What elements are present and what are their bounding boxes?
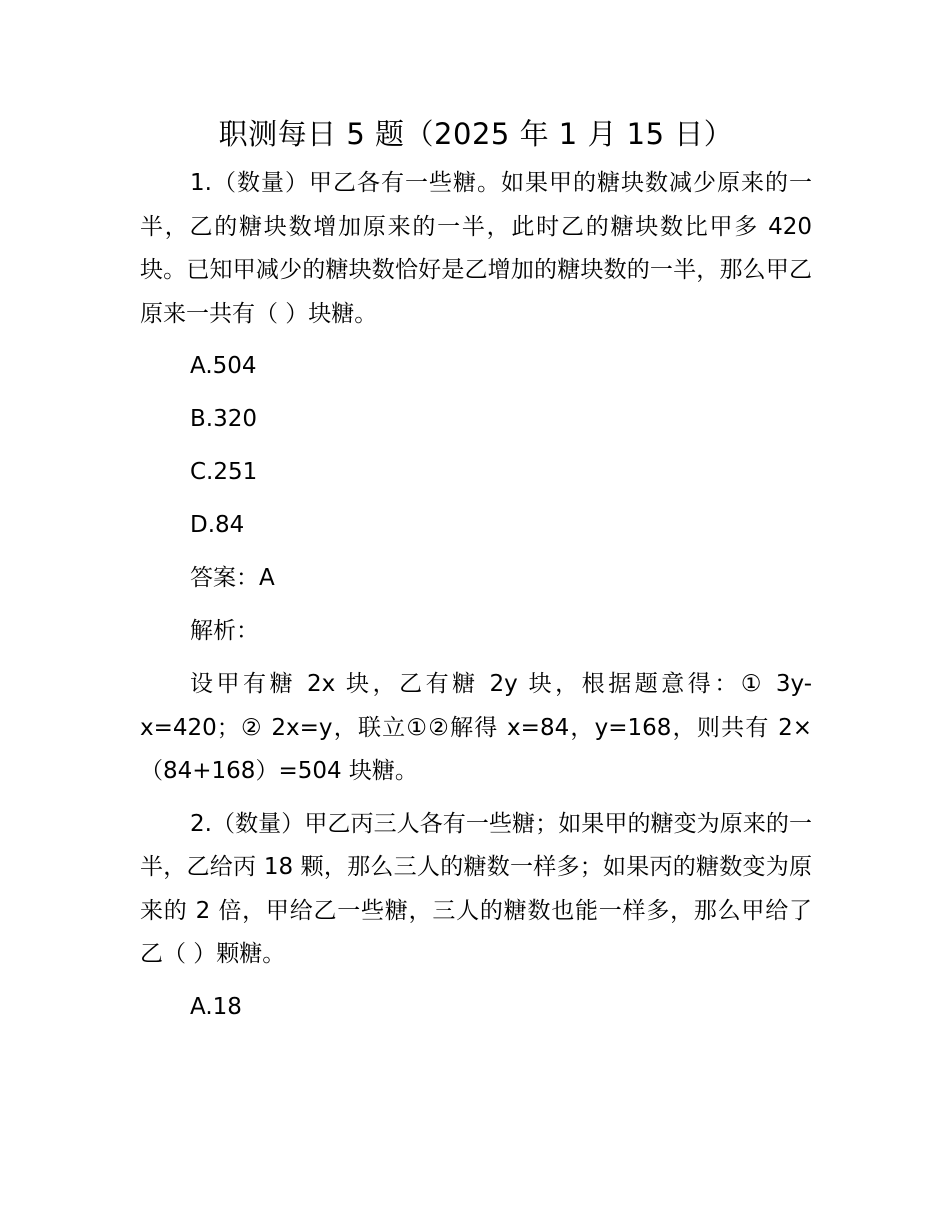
question-1-answer: 答案：A bbox=[190, 565, 275, 591]
question-1-option-a: A.504 bbox=[190, 353, 257, 379]
question-1-analysis: 设甲有糖 2x 块，乙有糖 2y 块，根据题意得：① 3y-x=420；② 2x=y，联立①②解得 x=84，y=168，则共有 2×（84+168）=504 块糖。 bbox=[140, 671, 812, 784]
question-1-option-c: C.251 bbox=[190, 459, 258, 485]
question-2-option-a: A.18 bbox=[190, 993, 242, 1020]
question-1-analysis-label: 解析： bbox=[190, 618, 259, 644]
document-title: 职测每日 5 题（2025 年 1 月 15 日） bbox=[218, 117, 734, 151]
question-1-option-d: D.84 bbox=[190, 512, 245, 538]
question-2-stem: 2.（数量）甲乙丙三人各有一些糖；如果甲的糖变为原来的一半，乙给丙 18 颗，那么三人的糖数一样多；如果丙的糖数变为原来的 2 倍，甲给乙一些糖，三人的糖数也能一样多，那么甲给了乙（ ）颗糖。 bbox=[140, 810, 812, 967]
document-page bbox=[140, 112, 812, 1039]
question-1-option-b: B.320 bbox=[190, 406, 257, 432]
question-1-stem: 1.（数量）甲乙各有一些糖。如果甲的糖块数减少原来的一半，乙的糖块数增加原来的一半，此时乙的糖块数比甲多 420 块。已知甲减少的糖块数恰好是乙增加的糖块数的一半，那么甲乙原来一共有（ ）块糖。 bbox=[140, 170, 812, 327]
